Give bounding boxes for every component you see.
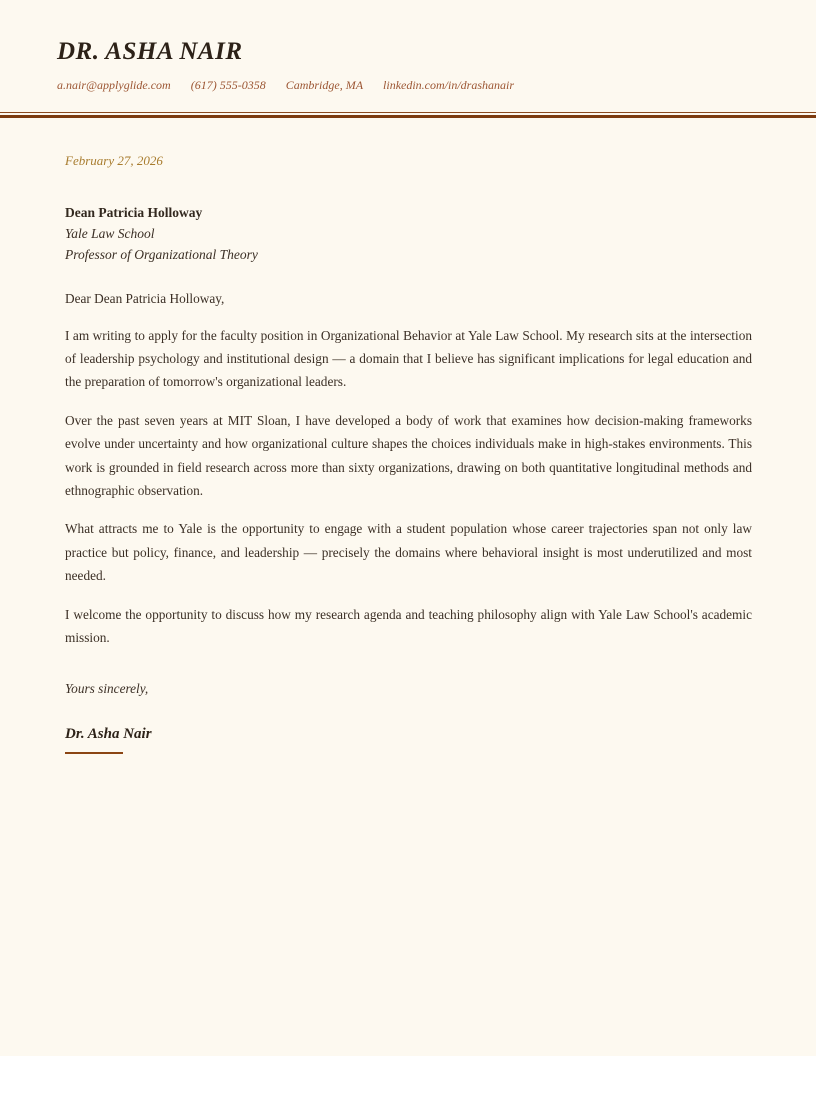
location-text: Cambridge, MA	[285, 77, 364, 92]
phone-number: (617) 555-0358	[190, 77, 266, 92]
signature-underline	[65, 752, 123, 754]
applicant-name: DR. ASHA NAIR	[57, 38, 243, 65]
closing-line: Yours sincerely,	[65, 681, 149, 697]
paragraph-motivation: What attracts me to Yale is the opportunity to engage with a student population whose career trajectories span not only law practice but policy, finance, and leadership — precisely the domains where behavioral insight is most underutilized and most needed.	[65, 521, 752, 584]
paragraph-experience: Over the past seven years at MIT Sloan, I have developed a body of work that examines how decision-making frameworks evolve under uncertainty and how organizational culture shapes the choices individuals make in high-stakes environments. This work is grounded in field research across more than sixty organizations, drawing on both quantitative longitudinal methods and ethnographic observation.	[65, 412, 752, 498]
letter-date: February 27, 2026	[65, 153, 163, 169]
recipient-name: Dean Patricia Holloway	[65, 205, 203, 221]
linkedin-link[interactable]: linkedin.com/in/drashanair	[383, 77, 515, 92]
paragraph-intro: I am writing to apply for the faculty position in Organizational Behavior at Yale Law School. My research sits at the intersection of leadership psychology and institutional design — a domain that I believe has significant implications for legal education and the preparation of tomorrow's organizational leaders.	[65, 327, 752, 390]
paragraph-conclusion: I welcome the opportunity to discuss how my research agenda and teaching philosophy align with Yale Law School's academic mission.	[65, 606, 752, 646]
email-link[interactable]: a.nair@applyglide.com	[57, 77, 171, 92]
letter-body	[0, 118, 816, 754]
letter-header	[0, 0, 816, 118]
signature-name: Dr. Asha Nair	[65, 726, 152, 743]
recipient-block	[65, 202, 752, 265]
contact-row	[57, 78, 759, 92]
recipient-organization: Yale Law School	[65, 226, 155, 242]
salutation: Dear Dean Patricia Holloway,	[65, 291, 225, 307]
recipient-title: Professor of Organizational Theory	[65, 247, 258, 263]
